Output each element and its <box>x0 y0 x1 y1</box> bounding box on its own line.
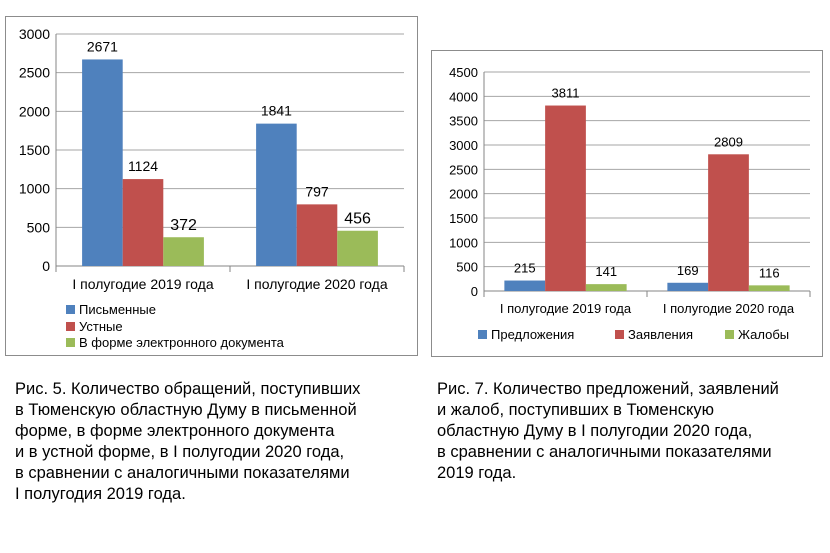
y-tick-label: 2500 <box>449 162 478 178</box>
bar <box>256 124 297 266</box>
y-tick-label: 3500 <box>449 113 478 129</box>
bar <box>123 179 164 266</box>
bar <box>163 237 204 266</box>
legend-label: Устные <box>79 319 123 334</box>
bar <box>545 106 586 291</box>
y-tick-label: 1000 <box>18 180 50 197</box>
legend-label: Предложения <box>491 327 575 342</box>
legend-swatch <box>66 305 75 314</box>
y-tick-label: 2000 <box>18 103 50 120</box>
y-tick-label: 1000 <box>449 235 478 251</box>
bar <box>337 231 378 266</box>
y-tick-label: 0 <box>42 258 50 274</box>
chart-panel-fig5 <box>5 16 418 356</box>
legend-label: Заявления <box>628 327 694 342</box>
data-label: 797 <box>305 183 329 200</box>
y-tick-label: 1500 <box>449 211 478 226</box>
y-tick-label: 0 <box>470 284 478 299</box>
legend-swatch <box>66 338 75 347</box>
legend-swatch <box>66 322 75 331</box>
y-tick-label: 2000 <box>449 186 478 202</box>
bar <box>667 283 708 291</box>
data-label: 1841 <box>260 102 292 119</box>
x-category-label: I полугодие 2019 года <box>72 276 214 292</box>
legend-label: В форме электронного документа <box>79 335 284 350</box>
data-label: 1124 <box>127 158 159 175</box>
y-tick-label: 2500 <box>18 64 50 81</box>
bar <box>504 281 545 291</box>
bar <box>82 59 123 266</box>
bar <box>749 285 790 291</box>
chart-fig5 <box>6 17 417 355</box>
y-tick-label: 4500 <box>449 65 478 80</box>
chart-panel-fig7 <box>431 50 823 357</box>
caption-fig5: Рис. 5. Количество обращений, поступивших в Тюменскую областную Думу в письменной форме, в форме электронного документа и в устной форме, в I полугодии 2020 года, в сравнении с аналогичными показателями I полугодия 2019 года. <box>15 380 361 503</box>
y-tick-label: 4000 <box>449 89 478 105</box>
bar <box>586 284 627 291</box>
data-label: 141 <box>595 264 618 280</box>
x-category-label: I полугодие 2020 года <box>246 276 388 292</box>
chart-fig7 <box>432 51 822 356</box>
data-label: 2671 <box>86 38 118 55</box>
y-tick-label: 500 <box>26 219 50 236</box>
y-tick-label: 1500 <box>18 142 50 158</box>
x-category-label: I полугодие 2020 года <box>662 301 795 316</box>
caption-fig7: Рис. 7. Количество предложений, заявлений и жалоб, поступивших в Тюменскую областную Думу в I полугодии 2020 года, в сравнении с аналогичными показателями 2019 года. <box>437 380 779 482</box>
x-category-label: I полугодие 2019 года <box>499 301 632 316</box>
legend-swatch <box>478 330 487 339</box>
y-tick-label: 500 <box>456 259 478 275</box>
data-label: 2809 <box>714 134 743 150</box>
data-label: 215 <box>513 260 536 276</box>
legend-label: Жалобы <box>738 327 790 342</box>
legend-swatch <box>615 330 624 339</box>
data-label: 3811 <box>551 85 580 101</box>
data-label: 169 <box>676 262 699 278</box>
legend-swatch <box>725 330 734 339</box>
bar <box>708 154 749 291</box>
y-tick-label: 3000 <box>449 138 478 153</box>
legend-label: Письменные <box>79 302 156 317</box>
data-label: 116 <box>758 265 780 281</box>
data-label: 456 <box>344 210 371 228</box>
y-tick-label: 3000 <box>18 26 50 42</box>
data-label: 372 <box>170 217 197 235</box>
bar <box>297 204 338 266</box>
